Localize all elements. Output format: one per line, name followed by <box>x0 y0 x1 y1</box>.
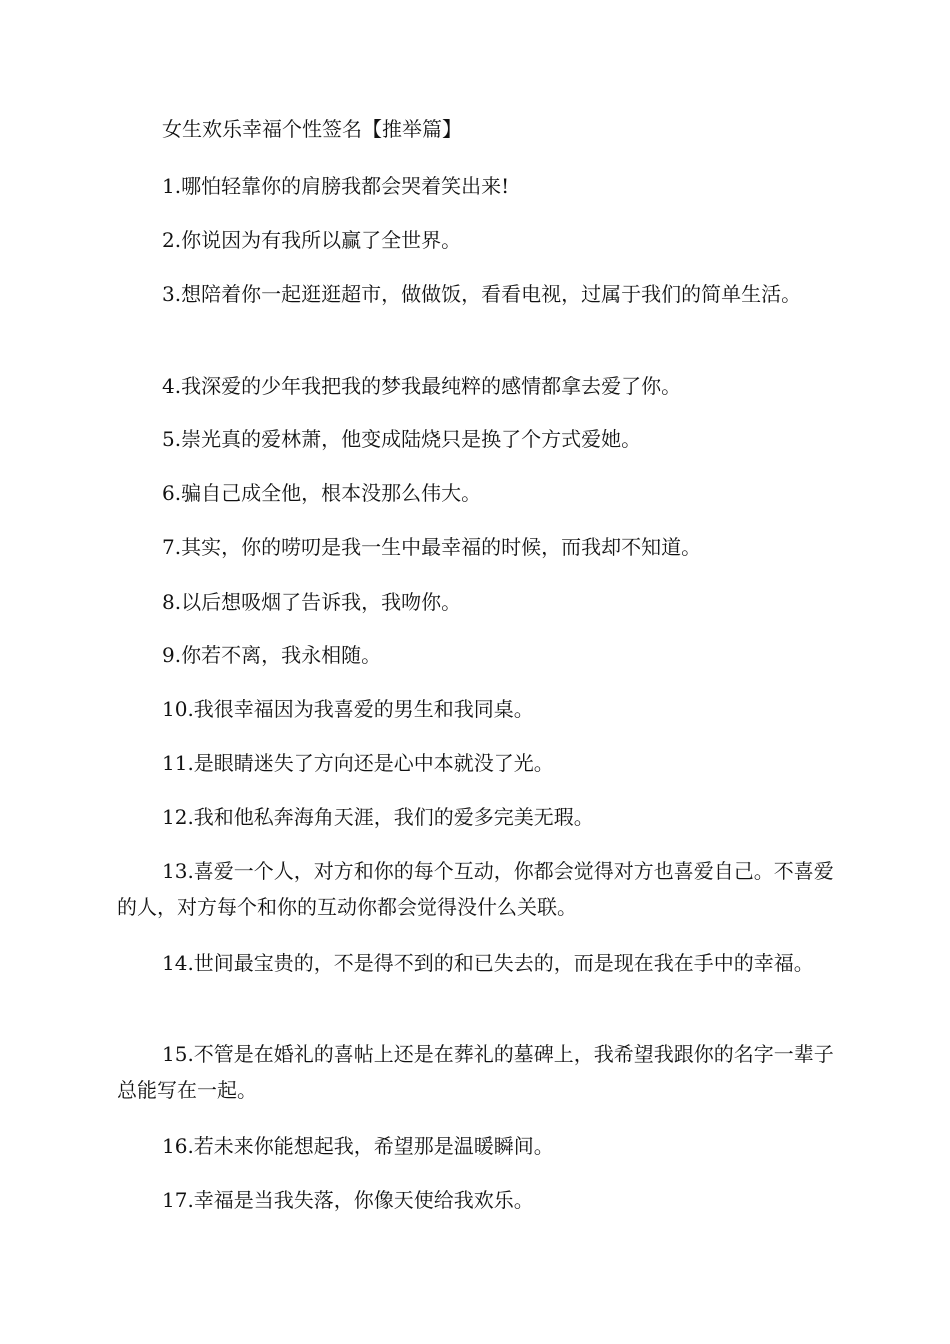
paragraph: 6.骗自己成全他，根本没那么伟大。 <box>162 481 482 505</box>
paragraph: 2.你说因为有我所以赢了全世界。 <box>162 228 462 252</box>
paragraph: 5.崇光真的爱林萧，他变成陆烧只是换了个方式爱她。 <box>162 427 642 451</box>
paragraph: 15.不管是在婚礼的喜帖上还是在葬礼的墓碑上，我希望我跟你的名字一辈子总能写在一起。 <box>117 1042 834 1102</box>
paragraph: 11.是眼睛迷失了方向还是心中本就没了光。 <box>162 751 554 775</box>
paragraph: 16.若未来你能想起我，希望那是温暖瞬间。 <box>162 1134 554 1158</box>
paragraph: 7.其实，你的唠叨是我一生中最幸福的时候，而我却不知道。 <box>162 535 702 559</box>
paragraph: 14.世间最宝贵的，不是得不到的和已失去的，而是现在我在手中的幸福。 <box>162 951 814 975</box>
paragraph: 3.想陪着你一起逛逛超市，做做饭，看看电视，过属于我们的简单生活。 <box>162 282 802 306</box>
paragraph: 17.幸福是当我失落，你像天使给我欢乐。 <box>162 1188 534 1212</box>
paragraph: 9.你若不离，我永相随。 <box>162 643 382 667</box>
paragraph: 1.哪怕轻靠你的肩膀我都会哭着笑出来! <box>162 174 510 198</box>
paragraph: 10.我很幸福因为我喜爱的男生和我同桌。 <box>162 697 534 721</box>
document-title: 女生欢乐幸福个性签名【推举篇】 <box>162 117 462 141</box>
paragraph: 4.我深爱的少年我把我的梦我最纯粹的感情都拿去爱了你。 <box>162 374 682 398</box>
paragraph: 8.以后想吸烟了告诉我，我吻你。 <box>162 590 462 614</box>
paragraph: 12.我和他私奔海角天涯，我们的爱多完美无瑕。 <box>162 805 594 829</box>
paragraph: 13.喜爱一个人，对方和你的每个互动，你都会觉得对方也喜爱自己。不喜爱的人，对方每个和你的互动你都会觉得没什么关联。 <box>117 859 834 919</box>
